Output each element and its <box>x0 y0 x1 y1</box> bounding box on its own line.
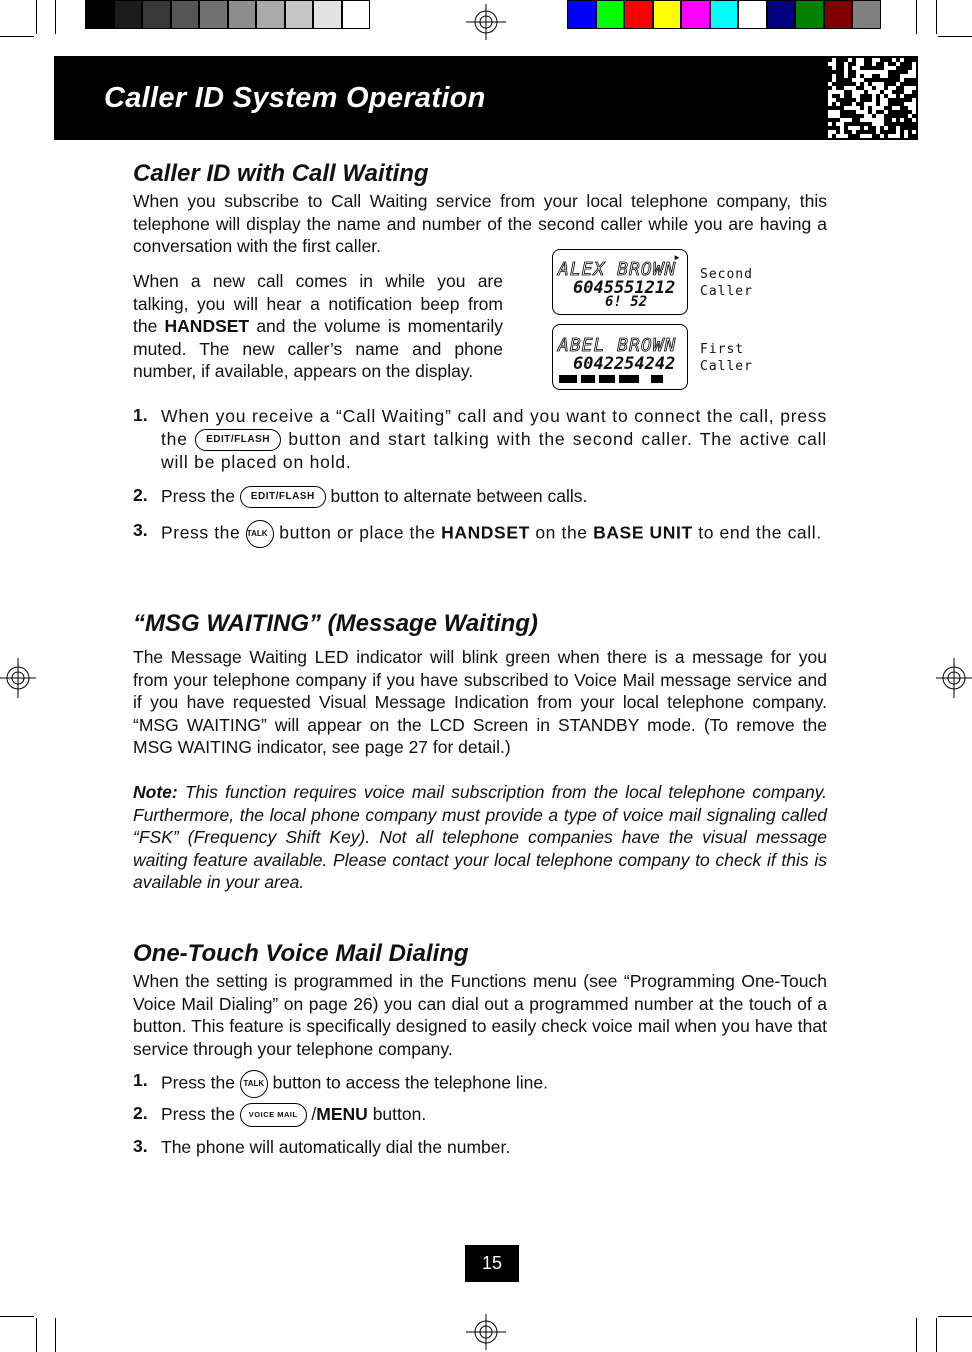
crop-mark <box>916 0 917 34</box>
color-swatch <box>342 0 371 29</box>
lcd-time: 6! 52 <box>605 294 648 310</box>
step-number: 3. <box>133 520 148 540</box>
voice-mail-paragraph: When the setting is programmed in the Functions menu (see “Programming One-Touch Voice Mail Dialing” on page 26) you can dial out a programmed number at the touch of a button. This feature is specifically designed to easily check voice mail when you have that service through your telephone company. <box>133 971 827 1059</box>
edit-flash-button-icon: EDIT/FLASH <box>240 486 326 508</box>
color-swatch <box>85 0 114 29</box>
step-number: 2. <box>133 1103 148 1123</box>
color-swatch <box>313 0 342 29</box>
color-calibration-bars <box>567 0 881 29</box>
color-swatch <box>567 0 596 29</box>
step-number: 3. <box>133 1136 148 1156</box>
color-swatch <box>653 0 682 29</box>
registration-mark-icon <box>466 4 506 40</box>
step-text: Press the TALK button or place the HANDSET on the BASE UNIT to end the call. <box>161 520 827 548</box>
arrow-icon: ► <box>673 253 681 262</box>
color-swatch <box>767 0 796 29</box>
crop-mark <box>938 1316 972 1317</box>
edit-flash-button-icon: EDIT/FLASH <box>195 429 281 451</box>
crop-mark <box>938 36 972 37</box>
lcd-name: ABEL BROWN <box>558 335 677 356</box>
lcd-number: 6045551212 <box>573 278 676 298</box>
step-text: Press the EDIT/FLASH button to alternate between calls. <box>161 485 827 508</box>
color-swatch <box>171 0 200 29</box>
first-caller-label: First Caller <box>700 342 753 374</box>
talk-button-icon: TALK <box>240 1070 268 1098</box>
lcd-name: ALEX BROWN <box>558 259 677 280</box>
crop-mark <box>36 1318 37 1352</box>
color-swatch <box>624 0 653 29</box>
registration-mark-icon <box>0 658 36 698</box>
color-swatch <box>795 0 824 29</box>
step-number: 2. <box>133 485 148 505</box>
crop-mark <box>0 36 34 37</box>
crop-mark <box>936 1318 937 1352</box>
crop-mark <box>0 1316 34 1317</box>
crop-mark <box>55 1318 56 1352</box>
crop-mark <box>936 0 937 34</box>
section-title: Caller ID with Call Waiting <box>133 160 429 187</box>
step-text: The phone will automatically dial the number. <box>161 1137 511 1157</box>
notification-paragraph: When a new call comes in while you are talking, you will hear a notification beep from the HANDSET and the volume is momentarily muted. The new caller’s name and phone number, if available, appears on the display. <box>133 271 503 382</box>
color-swatch <box>710 0 739 29</box>
step-text: Press the TALK button to access the telephone line. <box>161 1070 827 1098</box>
step-text: Press the VOICE MAIL /MENU button. <box>161 1103 827 1127</box>
barcode-icon <box>828 58 916 138</box>
color-swatch <box>596 0 625 29</box>
note-paragraph: Note: This function requires voice mail subscription from the local telephone company. Furthermore, the local phone company must provide a type of voice mail signaling called “FSK” (Frequency Shift Key). Not all telephone companies have the visual message waiting feature available. Please contact your local telephone company to check if this is available in your area. <box>133 782 827 893</box>
page-number: 15 <box>465 1245 519 1282</box>
page-title: Caller ID System Operation <box>104 82 486 114</box>
lcd-segments-icon <box>559 373 679 385</box>
step-number: 1. <box>133 1070 148 1090</box>
section-title: One-Touch Voice Mail Dialing <box>133 940 469 967</box>
color-swatch <box>824 0 853 29</box>
crop-mark <box>55 0 56 34</box>
crop-mark <box>916 1318 917 1352</box>
color-swatch <box>256 0 285 29</box>
page-header <box>54 56 918 140</box>
talk-button-icon: TALK <box>246 520 274 548</box>
crop-mark <box>36 0 37 34</box>
msg-waiting-paragraph: The Message Waiting LED indicator will blink green when there is a message for you from your telephone company if you have subscribed to Voice Mail message service and if you have requested Visual Message Indication from your local telephone company. “MSG WAITING” will appear on the LCD Screen in STANDBY mode. (To remove the MSG WAITING indicator, see page 27 for detail.) <box>133 647 827 758</box>
gray-calibration-bars <box>85 0 370 29</box>
color-swatch <box>199 0 228 29</box>
lcd-number: 6042254242 <box>573 354 676 374</box>
second-caller-label: Second Caller <box>700 267 753 299</box>
color-swatch <box>228 0 257 29</box>
registration-mark-icon <box>466 1314 506 1350</box>
color-swatch <box>142 0 171 29</box>
lcd-display-second-caller <box>552 249 688 315</box>
color-swatch <box>285 0 314 29</box>
color-swatch <box>852 0 881 29</box>
color-swatch <box>114 0 143 29</box>
color-swatch <box>681 0 710 29</box>
section-title: “MSG WAITING” (Message Waiting) <box>133 610 538 637</box>
step-number: 1. <box>133 405 148 425</box>
step-text: When you receive a “Call Waiting” call and you want to connect the call, press the EDIT/FLASH button and start talking with the second caller. The active call will be placed on hold. <box>161 406 827 472</box>
registration-mark-icon <box>936 658 972 698</box>
lcd-display-first-caller <box>552 324 688 390</box>
color-swatch <box>738 0 767 29</box>
voice-mail-button-icon: VOICE MAIL <box>240 1103 307 1127</box>
intro-paragraph: When you subscribe to Call Waiting service from your local telephone company, this telephone will display the name and number of the second caller while you are having a conversation with the first caller. <box>133 191 827 257</box>
